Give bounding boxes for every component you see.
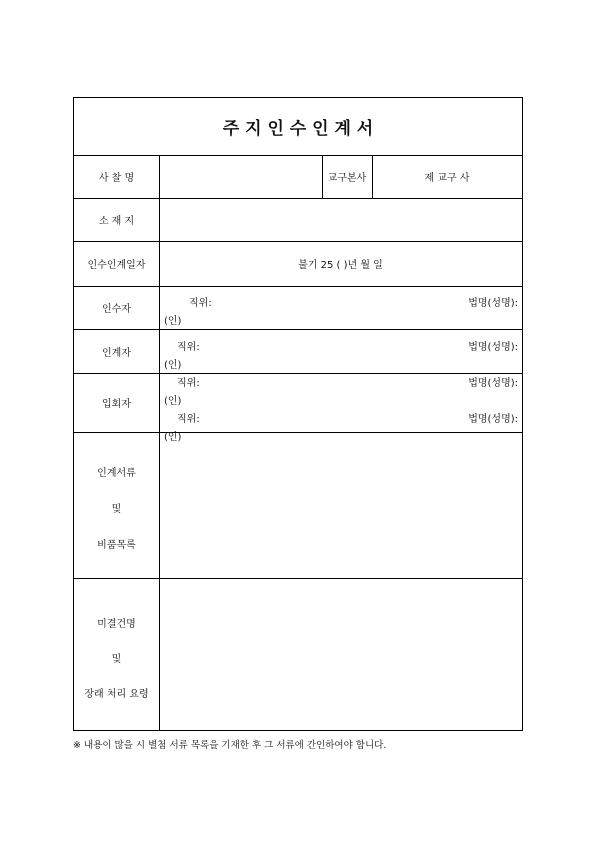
giver-name: 법명(성명): (468, 342, 518, 353)
receiver-position: 직위: (189, 298, 212, 309)
giver-label: 인계자 (102, 347, 131, 359)
witness-1-position: 직위: (177, 378, 200, 389)
temple-name-label: 사 찰 명 (98, 173, 135, 184)
pending-label-line2: 및 (111, 654, 122, 665)
district-value: 제 교구 사 (424, 173, 470, 184)
handover-form (73, 97, 523, 731)
documents-label (74, 432, 159, 578)
pending-label (74, 578, 159, 730)
receiver-seal: (인) (164, 316, 182, 327)
handover-date-value: 불기 25 ( )년 월 일 (298, 260, 383, 271)
witness-2-position: 직위: (177, 414, 200, 425)
pending-label-line3: 장래 처리 요령 (84, 689, 149, 700)
documents-label-line2: 및 (111, 504, 122, 515)
witness-label: 입회자 (102, 399, 131, 410)
witness-2-name: 법명(성명): (468, 414, 518, 425)
giver-position: 직위: (177, 342, 200, 353)
witness-1-seal: (인) (164, 396, 182, 407)
footnote: ※ 내용이 많을 시 별첨 서류 목록을 기재한 후 그 서류에 간인하여야 합니다. (73, 740, 387, 751)
handover-date-label: 인수인계일자 (87, 260, 146, 271)
district-label: 교구본사 (327, 173, 367, 184)
documents-label-line1: 인계서류 (97, 468, 136, 479)
receiver-label: 인수자 (102, 304, 131, 315)
witness-2-seal: (인) (164, 432, 182, 443)
receiver-name: 법명(성명): (468, 298, 518, 309)
witness-entries (159, 374, 522, 443)
documents-label-line3: 비품목록 (97, 540, 136, 551)
form-title: 주 지 인 수 인 계 서 (222, 119, 374, 139)
giver-seal: (인) (164, 360, 182, 371)
location-label: 소 재 지 (98, 216, 135, 227)
witness-1-name: 법명(성명): (468, 378, 518, 389)
pending-label-line1: 미결건명 (97, 619, 136, 630)
